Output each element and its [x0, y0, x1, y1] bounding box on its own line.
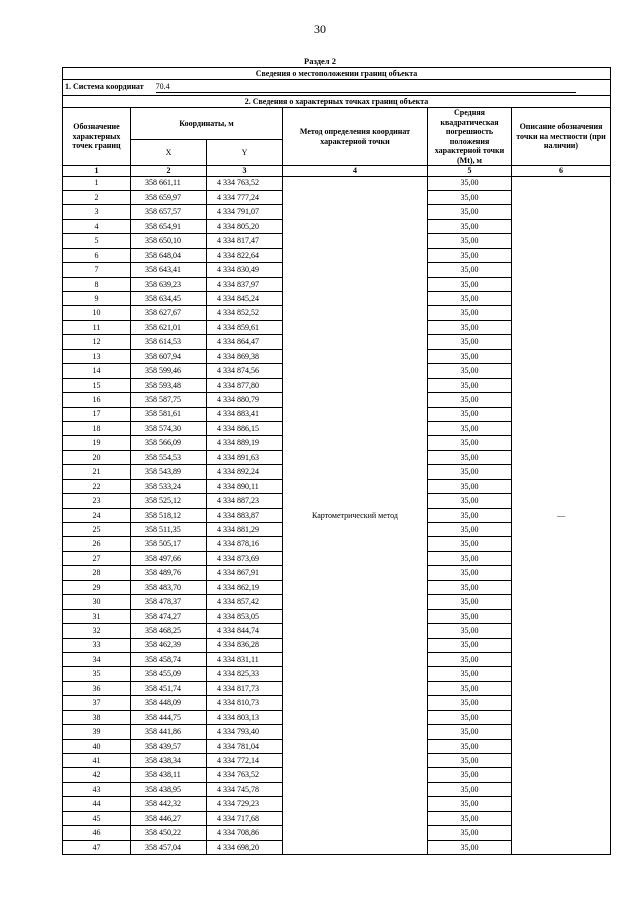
header-y: Y — [207, 140, 283, 166]
point-number: 29 — [63, 580, 131, 594]
error-value: 35,00 — [428, 580, 512, 594]
coordinate-x: 358 533,24 — [131, 479, 207, 493]
point-number: 40 — [63, 739, 131, 753]
block-title: Сведения о местоположении границ объекта — [63, 68, 611, 80]
error-value: 35,00 — [428, 566, 512, 580]
point-number: 3 — [63, 205, 131, 219]
error-value: 35,00 — [428, 768, 512, 782]
column-number: 6 — [512, 166, 611, 177]
point-number: 21 — [63, 465, 131, 479]
coordinate-y: 4 334 837,97 — [207, 277, 283, 291]
point-number: 4 — [63, 219, 131, 233]
error-value: 35,00 — [428, 797, 512, 811]
coordinate-x: 358 587,75 — [131, 393, 207, 407]
coordinate-x: 358 607,94 — [131, 349, 207, 363]
error-value: 35,00 — [428, 537, 512, 551]
error-value: 35,00 — [428, 652, 512, 666]
error-value: 35,00 — [428, 219, 512, 233]
coordinate-x: 358 648,04 — [131, 248, 207, 262]
header-designation: Обозначение характерных точек границ — [63, 108, 131, 166]
coordinate-y: 4 334 717,68 — [207, 811, 283, 825]
coordinate-y: 4 334 810,73 — [207, 696, 283, 710]
coordinate-y: 4 334 891,63 — [207, 450, 283, 464]
coordinate-y: 4 334 878,16 — [207, 537, 283, 551]
coordinate-x: 358 458,74 — [131, 652, 207, 666]
error-value: 35,00 — [428, 667, 512, 681]
column-number: 5 — [428, 166, 512, 177]
coordinate-x: 358 581,61 — [131, 407, 207, 421]
error-value: 35,00 — [428, 725, 512, 739]
coordinate-y: 4 334 763,52 — [207, 176, 283, 190]
error-value: 35,00 — [428, 306, 512, 320]
coordinate-x: 358 438,11 — [131, 768, 207, 782]
point-number: 22 — [63, 479, 131, 493]
error-value: 35,00 — [428, 826, 512, 840]
point-number: 37 — [63, 696, 131, 710]
coordinate-x: 358 450,22 — [131, 826, 207, 840]
coordinate-x: 358 474,27 — [131, 609, 207, 623]
point-number: 10 — [63, 306, 131, 320]
coordinate-y: 4 334 892,24 — [207, 465, 283, 479]
coordinate-y: 4 334 874,56 — [207, 364, 283, 378]
coordinate-x: 358 634,45 — [131, 292, 207, 306]
point-number: 46 — [63, 826, 131, 840]
error-value: 35,00 — [428, 696, 512, 710]
point-number: 39 — [63, 725, 131, 739]
coordinate-x: 358 505,17 — [131, 537, 207, 551]
coordinate-x: 358 438,34 — [131, 754, 207, 768]
coordinate-y: 4 334 772,14 — [207, 754, 283, 768]
coordinate-y: 4 334 822,64 — [207, 248, 283, 262]
error-value: 35,00 — [428, 378, 512, 392]
error-value: 35,00 — [428, 782, 512, 796]
coordinate-x: 358 457,04 — [131, 840, 207, 854]
error-value: 35,00 — [428, 551, 512, 565]
point-number: 33 — [63, 638, 131, 652]
coordinate-x: 358 455,09 — [131, 667, 207, 681]
coordinate-y: 4 334 698,20 — [207, 840, 283, 854]
coordinate-system-value: 70.4 — [156, 82, 576, 93]
point-number: 38 — [63, 710, 131, 724]
coordinate-y: 4 334 883,41 — [207, 407, 283, 421]
error-value: 35,00 — [428, 710, 512, 724]
point-number: 44 — [63, 797, 131, 811]
coordinate-x: 358 599,46 — [131, 364, 207, 378]
error-value: 35,00 — [428, 609, 512, 623]
coordinate-x: 358 448,09 — [131, 696, 207, 710]
coordinate-x: 358 614,53 — [131, 335, 207, 349]
coordinate-x: 358 574,30 — [131, 421, 207, 435]
coordinate-y: 4 334 845,24 — [207, 292, 283, 306]
coordinate-y: 4 334 817,73 — [207, 681, 283, 695]
coordinate-y: 4 334 880,79 — [207, 393, 283, 407]
coordinate-x: 358 639,23 — [131, 277, 207, 291]
error-value: 35,00 — [428, 811, 512, 825]
point-number: 13 — [63, 349, 131, 363]
error-value: 35,00 — [428, 494, 512, 508]
coordinate-y: 4 334 857,42 — [207, 595, 283, 609]
error-value: 35,00 — [428, 234, 512, 248]
coordinate-y: 4 334 791,07 — [207, 205, 283, 219]
point-number: 25 — [63, 523, 131, 537]
coordinate-x: 358 659,97 — [131, 190, 207, 204]
point-number: 2 — [63, 190, 131, 204]
point-number: 42 — [63, 768, 131, 782]
point-number: 16 — [63, 393, 131, 407]
header-description: Описание обозначения точки на местности (при наличии) — [512, 108, 611, 166]
coordinate-x: 358 497,66 — [131, 551, 207, 565]
point-number: 32 — [63, 624, 131, 638]
coordinate-y: 4 334 708,86 — [207, 826, 283, 840]
point-number: 26 — [63, 537, 131, 551]
coordinate-system-label: 1. Система координат — [65, 82, 144, 92]
coordinate-y: 4 334 803,13 — [207, 710, 283, 724]
error-value: 35,00 — [428, 248, 512, 262]
point-number: 35 — [63, 667, 131, 681]
point-number: 9 — [63, 292, 131, 306]
error-value: 35,00 — [428, 523, 512, 537]
coordinate-x: 358 593,48 — [131, 378, 207, 392]
point-number: 1 — [63, 176, 131, 190]
point-number: 34 — [63, 652, 131, 666]
point-number: 18 — [63, 421, 131, 435]
error-value: 35,00 — [428, 335, 512, 349]
error-value: 35,00 — [428, 263, 512, 277]
error-value: 35,00 — [428, 421, 512, 435]
coordinate-y: 4 334 777,24 — [207, 190, 283, 204]
error-value: 35,00 — [428, 407, 512, 421]
coordinate-y: 4 334 887,23 — [207, 494, 283, 508]
coordinate-x: 358 441,86 — [131, 725, 207, 739]
coordinate-x: 358 442,32 — [131, 797, 207, 811]
coordinate-x: 358 566,09 — [131, 436, 207, 450]
coordinate-y: 4 334 890,11 — [207, 479, 283, 493]
coordinate-y: 4 334 763,52 — [207, 768, 283, 782]
coordinate-y: 4 334 864,47 — [207, 335, 283, 349]
point-number: 31 — [63, 609, 131, 623]
error-value: 35,00 — [428, 277, 512, 291]
coordinate-x: 358 444,75 — [131, 710, 207, 724]
error-value: 35,00 — [428, 292, 512, 306]
error-value: 35,00 — [428, 840, 512, 854]
coordinate-x: 358 439,57 — [131, 739, 207, 753]
coordinate-y: 4 334 881,29 — [207, 523, 283, 537]
point-number: 20 — [63, 450, 131, 464]
coordinate-x: 358 657,57 — [131, 205, 207, 219]
column-number: 2 — [131, 166, 207, 177]
coordinate-y: 4 334 729,23 — [207, 797, 283, 811]
point-number: 24 — [63, 508, 131, 522]
coordinate-y: 4 334 852,52 — [207, 306, 283, 320]
column-number: 4 — [283, 166, 428, 177]
coordinate-y: 4 334 805,20 — [207, 219, 283, 233]
error-value: 35,00 — [428, 176, 512, 190]
coordinate-x: 358 489,76 — [131, 566, 207, 580]
column-number: 3 — [207, 166, 283, 177]
point-number: 7 — [63, 263, 131, 277]
coordinate-y: 4 334 873,69 — [207, 551, 283, 565]
coordinate-x: 358 478,37 — [131, 595, 207, 609]
header-x: X — [131, 140, 207, 166]
coordinate-y: 4 334 817,47 — [207, 234, 283, 248]
coordinate-system-row — [63, 80, 611, 96]
error-value: 35,00 — [428, 479, 512, 493]
coordinate-y: 4 334 745,78 — [207, 782, 283, 796]
point-number: 47 — [63, 840, 131, 854]
error-value: 35,00 — [428, 638, 512, 652]
point-number: 12 — [63, 335, 131, 349]
point-number: 28 — [63, 566, 131, 580]
column-number: 1 — [63, 166, 131, 177]
coordinate-y: 4 334 844,74 — [207, 624, 283, 638]
points-title: 2. Сведения о характерных точках границ объекта — [63, 96, 611, 108]
error-value: 35,00 — [428, 450, 512, 464]
error-value: 35,00 — [428, 190, 512, 204]
error-value: 35,00 — [428, 595, 512, 609]
point-number: 14 — [63, 364, 131, 378]
coordinate-y: 4 334 883,87 — [207, 508, 283, 522]
coordinate-y: 4 334 793,40 — [207, 725, 283, 739]
point-number: 45 — [63, 811, 131, 825]
coordinate-x: 358 525,12 — [131, 494, 207, 508]
header-method: Метод определения координат характерной точки — [283, 108, 428, 166]
point-number: 11 — [63, 320, 131, 334]
error-value: 35,00 — [428, 465, 512, 479]
coordinate-y: 4 334 830,49 — [207, 263, 283, 277]
coordinate-x: 358 650,10 — [131, 234, 207, 248]
point-number: 17 — [63, 407, 131, 421]
coordinate-y: 4 334 867,91 — [207, 566, 283, 580]
coordinate-x: 358 661,11 — [131, 176, 207, 190]
coordinate-x: 358 438,95 — [131, 782, 207, 796]
header-error: Средняя квадратическая погрешность положения характерной точки (Mt), м — [428, 108, 512, 166]
error-value: 35,00 — [428, 393, 512, 407]
coordinate-y: 4 334 889,19 — [207, 436, 283, 450]
coordinate-x: 358 446,27 — [131, 811, 207, 825]
coordinate-y: 4 334 859,61 — [207, 320, 283, 334]
coordinate-y: 4 334 831,11 — [207, 652, 283, 666]
coordinate-y: 4 334 862,19 — [207, 580, 283, 594]
coordinate-y: 4 334 877,80 — [207, 378, 283, 392]
point-number: 30 — [63, 595, 131, 609]
error-value: 35,00 — [428, 205, 512, 219]
coordinate-y: 4 334 836,28 — [207, 638, 283, 652]
point-number: 15 — [63, 378, 131, 392]
error-value: 35,00 — [428, 754, 512, 768]
point-number: 19 — [63, 436, 131, 450]
point-number: 36 — [63, 681, 131, 695]
coordinate-x: 358 468,25 — [131, 624, 207, 638]
section-title: Раздел 2 — [304, 56, 336, 66]
description-cell: — — [512, 176, 611, 855]
error-value: 35,00 — [428, 349, 512, 363]
error-value: 35,00 — [428, 508, 512, 522]
coordinate-x: 358 621,01 — [131, 320, 207, 334]
boundary-table — [62, 67, 611, 855]
method-cell: Картометрический метод — [283, 176, 428, 855]
coordinate-x: 358 483,70 — [131, 580, 207, 594]
coordinate-x: 358 511,35 — [131, 523, 207, 537]
coordinate-x: 358 518,12 — [131, 508, 207, 522]
point-number: 41 — [63, 754, 131, 768]
coordinate-y: 4 334 781,04 — [207, 739, 283, 753]
error-value: 35,00 — [428, 739, 512, 753]
point-number: 43 — [63, 782, 131, 796]
coordinate-y: 4 334 853,05 — [207, 609, 283, 623]
coordinate-y: 4 334 825,33 — [207, 667, 283, 681]
coordinate-y: 4 334 869,38 — [207, 349, 283, 363]
coordinate-x: 358 654,91 — [131, 219, 207, 233]
error-value: 35,00 — [428, 681, 512, 695]
coordinate-x: 358 554,53 — [131, 450, 207, 464]
coordinate-x: 358 543,89 — [131, 465, 207, 479]
error-value: 35,00 — [428, 320, 512, 334]
error-value: 35,00 — [428, 436, 512, 450]
table-row — [63, 176, 611, 190]
error-value: 35,00 — [428, 364, 512, 378]
header-coordinates: Координаты, м — [131, 108, 283, 140]
error-value: 35,00 — [428, 624, 512, 638]
point-number: 5 — [63, 234, 131, 248]
point-number: 27 — [63, 551, 131, 565]
point-number: 8 — [63, 277, 131, 291]
coordinate-y: 4 334 886,15 — [207, 421, 283, 435]
page-number: 30 — [314, 22, 326, 36]
point-number: 23 — [63, 494, 131, 508]
coordinate-x: 358 643,41 — [131, 263, 207, 277]
coordinate-x: 358 462,39 — [131, 638, 207, 652]
coordinate-x: 358 451,74 — [131, 681, 207, 695]
point-number: 6 — [63, 248, 131, 262]
coordinate-x: 358 627,67 — [131, 306, 207, 320]
